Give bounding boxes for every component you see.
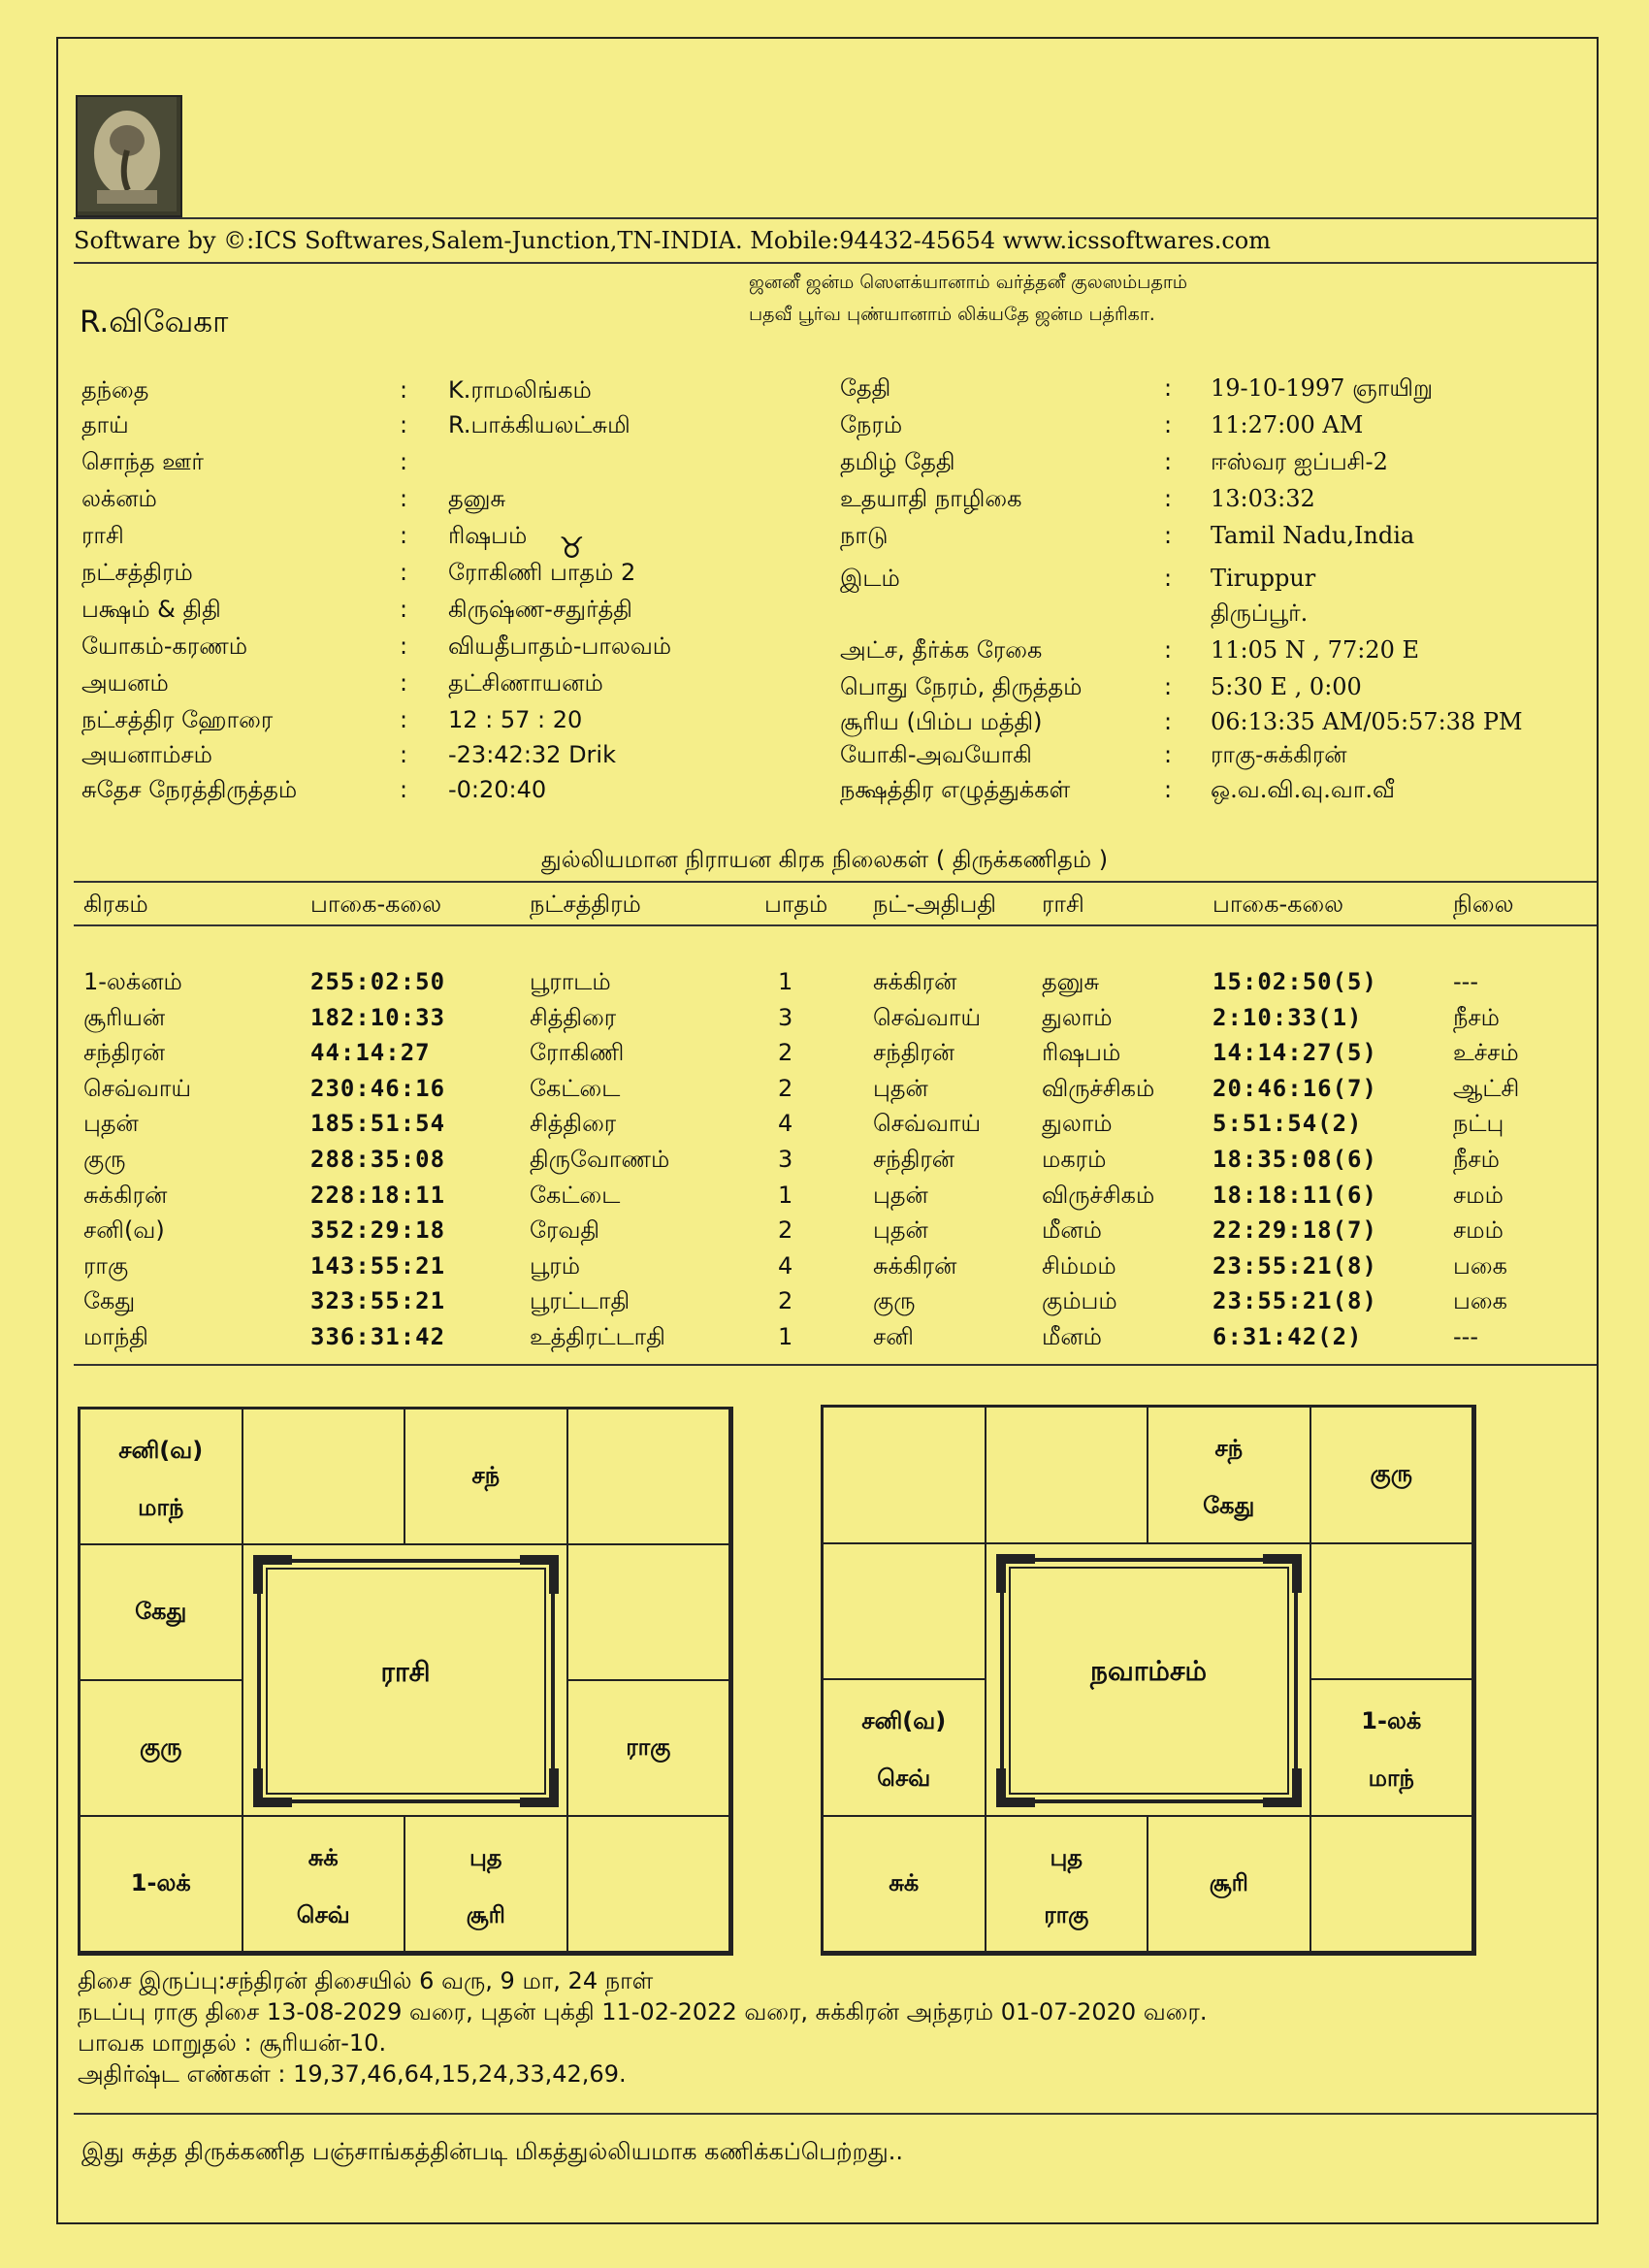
separator-colon: : [1164, 522, 1173, 549]
table-cell: சுக்கிரன் [873, 1252, 957, 1280]
detail-label: தமிழ் தேதி [840, 448, 955, 475]
detail-value: -23:42:32 Drik [448, 741, 616, 768]
table-cell: நீசம் [1453, 1004, 1500, 1031]
detail-value: 5:30 E , 0:00 [1211, 673, 1362, 700]
table-cell: புதன் [873, 1075, 928, 1102]
chart-house [79, 1815, 243, 1953]
separator-colon: : [400, 448, 408, 475]
detail-label: அட்ச, தீர்க்க ரேகை [840, 636, 1043, 664]
chart-planet: ராகு [626, 1733, 671, 1761]
table-cell: செவ்வாய் [83, 1075, 192, 1102]
table-cell: 2 [778, 1287, 793, 1314]
detail-label: நேரம் [840, 411, 903, 438]
table-cell: மாந்தி [83, 1323, 148, 1350]
detail-label: நாடு [840, 522, 889, 549]
table-cell: சுக்கிரன் [83, 1182, 168, 1209]
table-cell: பூரம் [530, 1252, 581, 1280]
table-cell: ரேவதி [530, 1216, 600, 1244]
detail-label: தேதி [840, 374, 891, 402]
separator-colon: : [400, 376, 408, 404]
chart-house [822, 1678, 986, 1817]
detail-value: ரிஷபம் [448, 522, 528, 549]
table-cell: உச்சம் [1453, 1039, 1519, 1066]
separator-colon: : [400, 596, 408, 623]
column-header: பாகை-கலை [1212, 891, 1344, 918]
lucky-numbers: அதிர்ஷ்ட எண்கள் : 19,37,46,64,15,24,33,42,69. [78, 2060, 627, 2088]
separator-colon: : [1164, 485, 1173, 512]
detail-value: ரோகிணி பாதம் 2 [448, 559, 636, 586]
chart-house [404, 1815, 568, 1953]
chart-planet: 1-லக் [130, 1869, 191, 1896]
separator-colon: : [1164, 741, 1173, 768]
chart-planet: சுக் [307, 1844, 339, 1871]
chart-center [996, 1554, 1302, 1807]
chart-house [242, 1815, 406, 1953]
chart-house [1310, 1678, 1474, 1817]
chart-house [1310, 1815, 1474, 1954]
table-cell: துலாம் [1042, 1110, 1113, 1137]
detail-value: 19-10-1997 ஞாயிறு [1211, 374, 1434, 402]
separator-colon: : [1164, 636, 1173, 664]
detail-value: திருப்பூர். [1211, 599, 1309, 627]
table-cell: செவ்வாய் [873, 1110, 982, 1137]
chart-house [1147, 1406, 1311, 1544]
separator-colon: : [400, 411, 408, 438]
person-name: R.விவேகா [80, 305, 229, 340]
detail-label: யோகம்-கரணம் [81, 632, 248, 660]
detail-label: தாய் [81, 411, 129, 438]
table-cell: சித்திரை [530, 1004, 617, 1031]
table-cell: சனி [873, 1323, 914, 1350]
chart-house [79, 1679, 243, 1817]
separator-colon: : [400, 522, 408, 549]
column-header: ராசி [1042, 891, 1084, 918]
table-cell: 352:29:18 [310, 1216, 446, 1244]
separator-colon: : [1164, 673, 1173, 700]
detail-label: நட்சத்திரம் [81, 559, 193, 586]
table-cell: ரிஷபம் [1042, 1039, 1121, 1066]
table-cell: சந்திரன் [83, 1039, 166, 1066]
chart-planet: புத [469, 1844, 502, 1871]
chart-planet: செவ் [296, 1900, 350, 1928]
navamsa-chart [821, 1405, 1476, 1956]
detail-value: 12 : 57 : 20 [448, 706, 583, 733]
table-cell: தனுசு [1042, 968, 1100, 995]
table-cell: விருச்சிகம் [1042, 1075, 1155, 1102]
table-cell: உத்திரட்டாதி [530, 1323, 665, 1350]
table-cell: கேட்டை [530, 1182, 621, 1209]
column-header: பாகை-கலை [310, 891, 442, 918]
table-cell: சிம்மம் [1042, 1252, 1116, 1280]
chart-house [404, 1408, 568, 1545]
chart-house [1310, 1406, 1474, 1544]
chart-planet: சனி(வ) [118, 1437, 204, 1464]
detail-value: -0:20:40 [448, 776, 547, 803]
table-cell: புதன் [873, 1216, 928, 1244]
table-cell: ராகு [83, 1252, 129, 1280]
table-cell: பகை [1453, 1287, 1507, 1314]
detail-label: நட்சத்திர ஹோரை [81, 706, 274, 733]
divider [74, 2113, 1597, 2115]
chart-planet: குரு [1370, 1460, 1412, 1488]
divider [74, 1364, 1597, 1366]
table-cell: புதன் [873, 1182, 928, 1209]
divider [74, 924, 1597, 926]
divider [74, 881, 1597, 883]
chart-house [242, 1408, 406, 1545]
software-credit: Software by ©:ICS Softwares,Salem-Junction,TN-INDIA. Mobile:94432-45654 www.icssoftwares.com [74, 227, 1271, 254]
detail-value: 11:27:00 AM [1211, 411, 1364, 438]
detail-label: அயனாம்சம் [81, 741, 212, 768]
table-cell: 2 [778, 1075, 793, 1102]
table-cell: 14:14:27(5) [1212, 1039, 1377, 1066]
separator-colon: : [400, 559, 408, 586]
separator-colon: : [400, 776, 408, 803]
table-cell: சமம் [1453, 1216, 1504, 1244]
detail-value: 11:05 N , 77:20 E [1211, 636, 1419, 664]
chart-planet: சந் [471, 1462, 501, 1489]
table-cell: துலாம் [1042, 1004, 1113, 1031]
column-header: நட்சத்திரம் [530, 891, 641, 918]
table-cell: 5:51:54(2) [1212, 1110, 1363, 1137]
chart-house [79, 1408, 243, 1545]
table-cell: 4 [778, 1252, 793, 1280]
table-cell: சுக்கிரன் [873, 968, 957, 995]
detail-label: பொது நேரம், திருத்தம் [840, 673, 1083, 700]
table-cell: 44:14:27 [310, 1039, 431, 1066]
table-cell: சந்திரன் [873, 1146, 955, 1173]
table-cell: 255:02:50 [310, 968, 446, 995]
chart-planet: செவ் [877, 1765, 931, 1793]
table-cell: பூரட்டாதி [530, 1287, 630, 1314]
table-cell: 288:35:08 [310, 1146, 446, 1173]
table-cell: மீனம் [1042, 1323, 1102, 1350]
chart-title: நவாம்சம் [1090, 1655, 1207, 1687]
chart-planet: சுக் [889, 1868, 920, 1896]
sanskrit-verse-line2: பதவீ பூர்வ புண்யானாம் லிக்யதே ஜன்ம பத்ரிகா. [749, 304, 1155, 325]
chart-title: ராசி [380, 1656, 431, 1688]
detail-value: வியதீபாதம்-பாலவம் [448, 632, 672, 660]
chart-planet: கேது [135, 1598, 187, 1625]
chart-house [1147, 1815, 1311, 1954]
table-cell: 143:55:21 [310, 1252, 446, 1280]
table-cell: நட்பு [1453, 1110, 1504, 1137]
chart-house [822, 1815, 986, 1954]
sanskrit-verse-line1: ஜனனீ ஜன்ம ஸௌக்யானாம் வர்த்தனீ குலஸம்பதாம் [749, 272, 1188, 293]
detail-value: 06:13:35 AM/05:57:38 PM [1211, 708, 1523, 735]
accuracy-note: இது சுத்த திருக்கணித பஞ்சாங்கத்தின்படி மிகத்துல்லியமாக கணிக்கப்பெற்றது.. [81, 2138, 903, 2165]
detail-label: லக்னம் [81, 485, 157, 512]
chart-house [566, 1815, 731, 1953]
table-cell: நீசம் [1453, 1146, 1500, 1173]
chart-house [1310, 1542, 1474, 1681]
chart-planet: சூரி [1209, 1868, 1248, 1896]
table-cell: --- [1453, 968, 1478, 995]
chart-house [566, 1408, 731, 1545]
chart-center [253, 1555, 559, 1807]
chart-house [566, 1543, 731, 1681]
chart-planet: மாந் [1368, 1765, 1414, 1793]
detail-label: நக்ஷத்திர எழுத்துக்கள் [840, 776, 1071, 803]
chart-house [566, 1679, 731, 1817]
table-cell: சந்திரன் [873, 1039, 955, 1066]
column-header: நட்-அதிபதி [873, 891, 997, 918]
table-cell: 1-லக்னம் [83, 968, 182, 995]
table-cell: 185:51:54 [310, 1110, 446, 1137]
table-cell: 6:31:42(2) [1212, 1323, 1363, 1350]
ganesha-logo [76, 95, 182, 217]
chart-planet: சந் [1214, 1435, 1244, 1463]
table-cell: குரு [873, 1287, 916, 1314]
detail-value: 13:03:32 [1211, 485, 1315, 512]
table-cell: சனி(வ) [83, 1216, 165, 1244]
table-cell: பகை [1453, 1252, 1507, 1280]
detail-value: தனுசு [448, 485, 506, 512]
table-cell: 2 [778, 1216, 793, 1244]
table-cell: செவ்வாய் [873, 1004, 982, 1031]
bhava-change: பாவக மாறுதல் : சூரியன்-10. [78, 2029, 387, 2057]
detail-label: தந்தை [81, 376, 149, 404]
table-cell: 1 [778, 968, 793, 995]
separator-colon: : [400, 669, 408, 697]
chart-planet: சனி(வ) [861, 1707, 947, 1735]
table-cell: சூரியன் [83, 1004, 166, 1031]
table-cell: 182:10:33 [310, 1004, 446, 1031]
table-cell: திருவோணம் [530, 1146, 670, 1173]
column-header: கிரகம் [83, 891, 148, 918]
chart-house [79, 1543, 243, 1681]
detail-label: சொந்த ஊர் [81, 448, 204, 475]
detail-label: உதயாதி நாழிகை [840, 485, 1022, 512]
chart-house [985, 1406, 1149, 1544]
table-cell: 2 [778, 1039, 793, 1066]
table-cell: 1 [778, 1182, 793, 1209]
table-cell: 3 [778, 1004, 793, 1031]
table-cell: மீனம் [1042, 1216, 1102, 1244]
separator-colon: : [400, 485, 408, 512]
detail-value: Tamil Nadu,India [1211, 522, 1415, 549]
table-cell: கேட்டை [530, 1075, 621, 1102]
table-cell: 18:35:08(6) [1212, 1146, 1377, 1173]
table-cell: ரோகிணி [530, 1039, 625, 1066]
separator-colon: : [1164, 411, 1173, 438]
table-cell: விருச்சிகம் [1042, 1182, 1155, 1209]
table-cell: ஆட்சி [1453, 1075, 1520, 1102]
table-cell: 22:29:18(7) [1212, 1216, 1377, 1244]
table-cell: 230:46:16 [310, 1075, 446, 1102]
column-header: பாதம் [764, 891, 828, 918]
table-cell: 4 [778, 1110, 793, 1137]
detail-label: பக்ஷம் & திதி [81, 596, 221, 623]
table-cell: 1 [778, 1323, 793, 1350]
detail-value: கிருஷ்ண-சதுர்த்தி [448, 596, 632, 623]
detail-label: ராசி [81, 522, 124, 549]
table-cell: கேது [83, 1287, 136, 1314]
detail-label: சூரிய (பிம்ப மத்தி) [840, 708, 1043, 735]
table-cell: --- [1453, 1323, 1478, 1350]
table-cell: 323:55:21 [310, 1287, 446, 1314]
chart-house [985, 1815, 1149, 1954]
chart-house [822, 1406, 986, 1544]
table-cell: 336:31:42 [310, 1323, 446, 1350]
table-cell: பூராடம் [530, 968, 611, 995]
table-cell: 23:55:21(8) [1212, 1252, 1377, 1280]
separator-colon: : [1164, 708, 1173, 735]
separator-colon: : [400, 706, 408, 733]
dasa-balance: திசை இருப்பு:சந்திரன் திசையில் 6 வரு, 9 மா, 24 நாள் [78, 1967, 654, 1994]
table-cell: மகரம் [1042, 1146, 1107, 1173]
table-cell: 15:02:50(5) [1212, 968, 1377, 995]
chart-planet: குரு [140, 1733, 182, 1761]
chart-house [822, 1542, 986, 1681]
divider [74, 217, 1597, 219]
divider [74, 262, 1597, 264]
table-cell: 20:46:16(7) [1212, 1075, 1377, 1102]
column-header: நிலை [1453, 891, 1514, 918]
chart-planet: சூரி [466, 1900, 505, 1928]
detail-label: இடம் [840, 565, 900, 592]
table-cell: புதன் [83, 1110, 139, 1137]
table-cell: சமம் [1453, 1182, 1504, 1209]
table-cell: சித்திரை [530, 1110, 617, 1137]
detail-value: ஒ.வ.வி.வு.வா.வீ [1211, 776, 1395, 803]
table-cell: 23:55:21(8) [1212, 1287, 1377, 1314]
table-cell: 2:10:33(1) [1212, 1004, 1363, 1031]
detail-label: யோகி-அவயோகி [840, 741, 1032, 768]
graha-table-title: துல்லியமான நிராயன கிரக நிலைகள் ( திருக்கணிதம் ) [540, 846, 1109, 873]
detail-label: சுதேச நேரத்திருத்தம் [81, 776, 298, 803]
separator-colon: : [1164, 374, 1173, 402]
table-cell: 3 [778, 1146, 793, 1173]
table-cell: குரு [83, 1146, 126, 1173]
chart-planet: கேது [1203, 1492, 1255, 1520]
detail-value: ஈஸ்வர ஐப்பசி-2 [1211, 448, 1388, 475]
separator-colon: : [1164, 448, 1173, 475]
table-cell: 18:18:11(6) [1212, 1182, 1377, 1209]
detail-value: K.ராமலிங்கம் [448, 376, 592, 404]
separator-colon: : [400, 632, 408, 660]
detail-value: ராகு-சுக்கிரன் [1211, 741, 1347, 768]
detail-value: தட்சிணாயனம் [448, 669, 603, 697]
detail-value: R.பாக்கியலட்சுமி [448, 411, 630, 438]
chart-planet: 1-லக் [1361, 1707, 1422, 1735]
current-dasa: நடப்பு ராகு திசை 13-08-2029 வரை, புதன் புக்தி 11-02-2022 வரை, சுக்கிரன் அந்தரம் 01-07-2020 வரை. [78, 1998, 1208, 2025]
detail-value: Tiruppur [1211, 565, 1316, 592]
table-cell: 228:18:11 [310, 1182, 446, 1209]
separator-colon: : [400, 741, 408, 768]
separator-colon: : [1164, 565, 1173, 592]
detail-label: அயனம் [81, 669, 169, 697]
rasi-symbol: ♉ [559, 532, 585, 566]
table-cell: கும்பம் [1042, 1287, 1117, 1314]
chart-planet: புத [1050, 1843, 1083, 1871]
chart-planet: மாந் [138, 1493, 184, 1521]
separator-colon: : [1164, 776, 1173, 803]
rasi-chart [78, 1407, 733, 1956]
chart-planet: ராகு [1044, 1900, 1089, 1928]
